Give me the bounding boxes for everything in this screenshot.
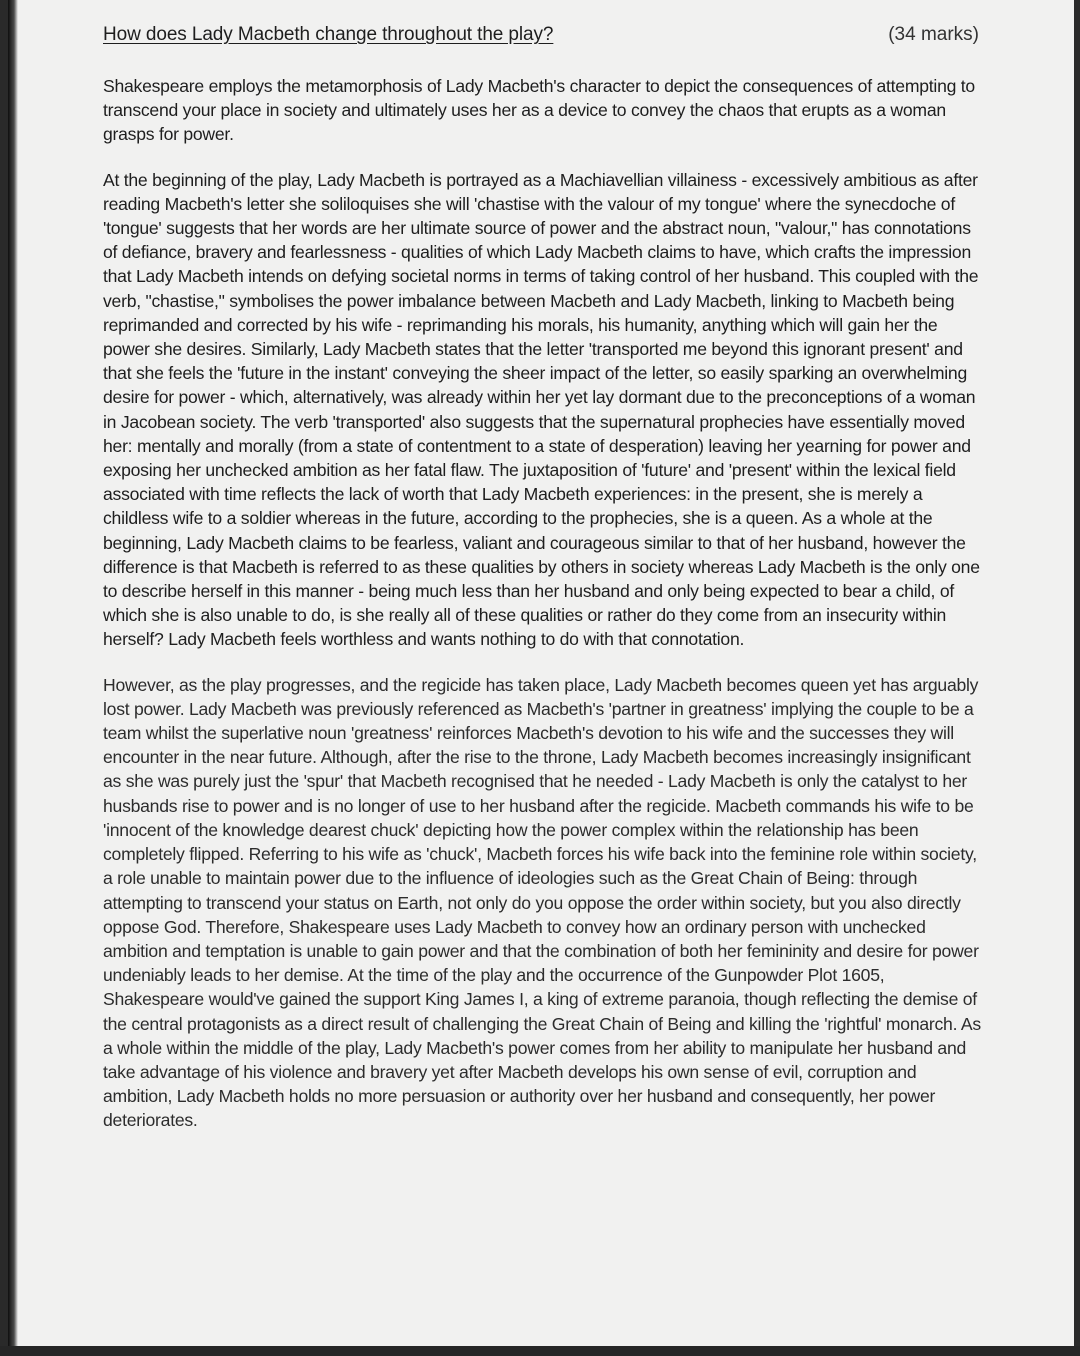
scan-bottom-edge <box>0 1346 1080 1356</box>
essay-body <box>103 74 983 1154</box>
scan-edge-shadow <box>8 0 18 1346</box>
essay-paragraph-beginning: At the beginning of the play, Lady Macbeth is portrayed as a Machiavellian villainess - excessively ambitious as after reading Macbeth's letter she soliloquises she will 'chastise with the valour of my tongue' where the synecdoche of 'tongue' suggests that her words are her ultimate source of power and the abstract noun, "valour," has connotations of defiance, bravery and fearlessness - qualities of which Lady Macbeth claims to have, which crafts the impression that Lady Macbeth intends on defying societal norms in terms of taking control of her husband. This coupled with the verb, "chastise," symbolises the power imbalance between Macbeth and Lady Macbeth, linking to Macbeth being reprimanded and corrected by his wife - reprimanding his morals, his humanity, anything which will gain her the power she desires. Similarly, Lady Macbeth states that the letter 'transported me beyond this ignorant present' and that she feels the 'future in the instant' conveying the sheer impact of the letter, so easily sparking an overwhelming desire for power - which, alternatively, was already within her yet lay dormant due to the preconceptions of a woman in Jacobean society. The verb 'transported' also suggests that the supernatural prophecies have essentially moved her: mentally and morally (from a state of contentment to a state of desperation) leaving her yearning for power and exposing her unchecked ambition as her fatal flaw. The juxtaposition of 'future' and 'present' within the lexical field associated with time reflects the lack of worth that Lady Macbeth experiences: in the present, she is merely a childless wife to a soldier whereas in the future, according to the prophecies, she is a queen. As a whole at the beginning, Lady Macbeth claims to be fearless, valiant and courageous similar to that of her husband, however the difference is that Macbeth is referred to as these qualities by others in society whereas Lady Macbeth is the only one to describe herself in this manner - being much less than her husband and only being expected to bear a child, of which she is also unable to do, is she really all of these qualities or rather do they come from an insecurity within herself? Lady Macbeth feels worthless and wants nothing to do with that connotation. <box>103 169 980 650</box>
marks-label: (34 marks) <box>888 24 979 45</box>
essay-paragraph-middle: However, as the play progresses, and the regicide has taken place, Lady Macbeth becomes queen yet has arguably lost power. Lady Macbeth was previously referenced as Macbeth's 'partner in greatness' implying the couple to be a team whilst the superlative noun 'greatness' reinforces Macbeth's devotion to his wife and the successes they will encounter in the near future. Although, after the rise to the throne, Lady Macbeth becomes increasingly insignificant as she was purely just the 'spur' that Macbeth recognised that he needed - Lady Macbeth is only the catalyst to her husbands rise to power and is no longer of use to her husband after the regicide. Macbeth commands his wife to be 'innocent of the knowledge dearest chuck' depicting how the power complex within the relationship has been completely flipped. Referring to his wife as 'chuck', Macbeth forces his wife back into the feminine role within society, a role unable to maintain power due to the influence of ideologies such as the Great Chain of Being: through attempting to transcend your status on Earth, not only do you oppose the order within society, but you also directly oppose God. Therefore, Shakespeare uses Lady Macbeth to convey how an ordinary person with unchecked ambition and temptation is unable to gain power and that the combination of both her femininity and desire for power undeniably leads to her demise. At the time of the play and the occurrence of the Gunpowder Plot 1605, Shakespeare would've gained the support King James I, a king of extreme paranoia, though reflecting the demise of the central protagonists as a direct result of challenging the Great Chain of Being and killing the 'rightful' monarch. As a whole within the middle of the play, Lady Macbeth's power comes from her ability to manipulate her husband and take advantage of his violence and bravery yet after Macbeth develops his own sense of evil, corruption and ambition, Lady Macbeth holds no more persuasion or authority over her husband and consequently, her power deteriorates. <box>103 674 981 1131</box>
essay-paragraph-intro: Shakespeare employs the metamorphosis of Lady Macbeth's character to depict the consequences of attempting to transcend your place in society and ultimately uses her as a device to convey the chaos that erupts as a woman grasps for power. <box>103 76 975 145</box>
question-heading <box>103 24 979 52</box>
scanned-page <box>8 0 1074 1346</box>
question-title: How does Lady Macbeth change throughout the play? <box>103 24 554 45</box>
